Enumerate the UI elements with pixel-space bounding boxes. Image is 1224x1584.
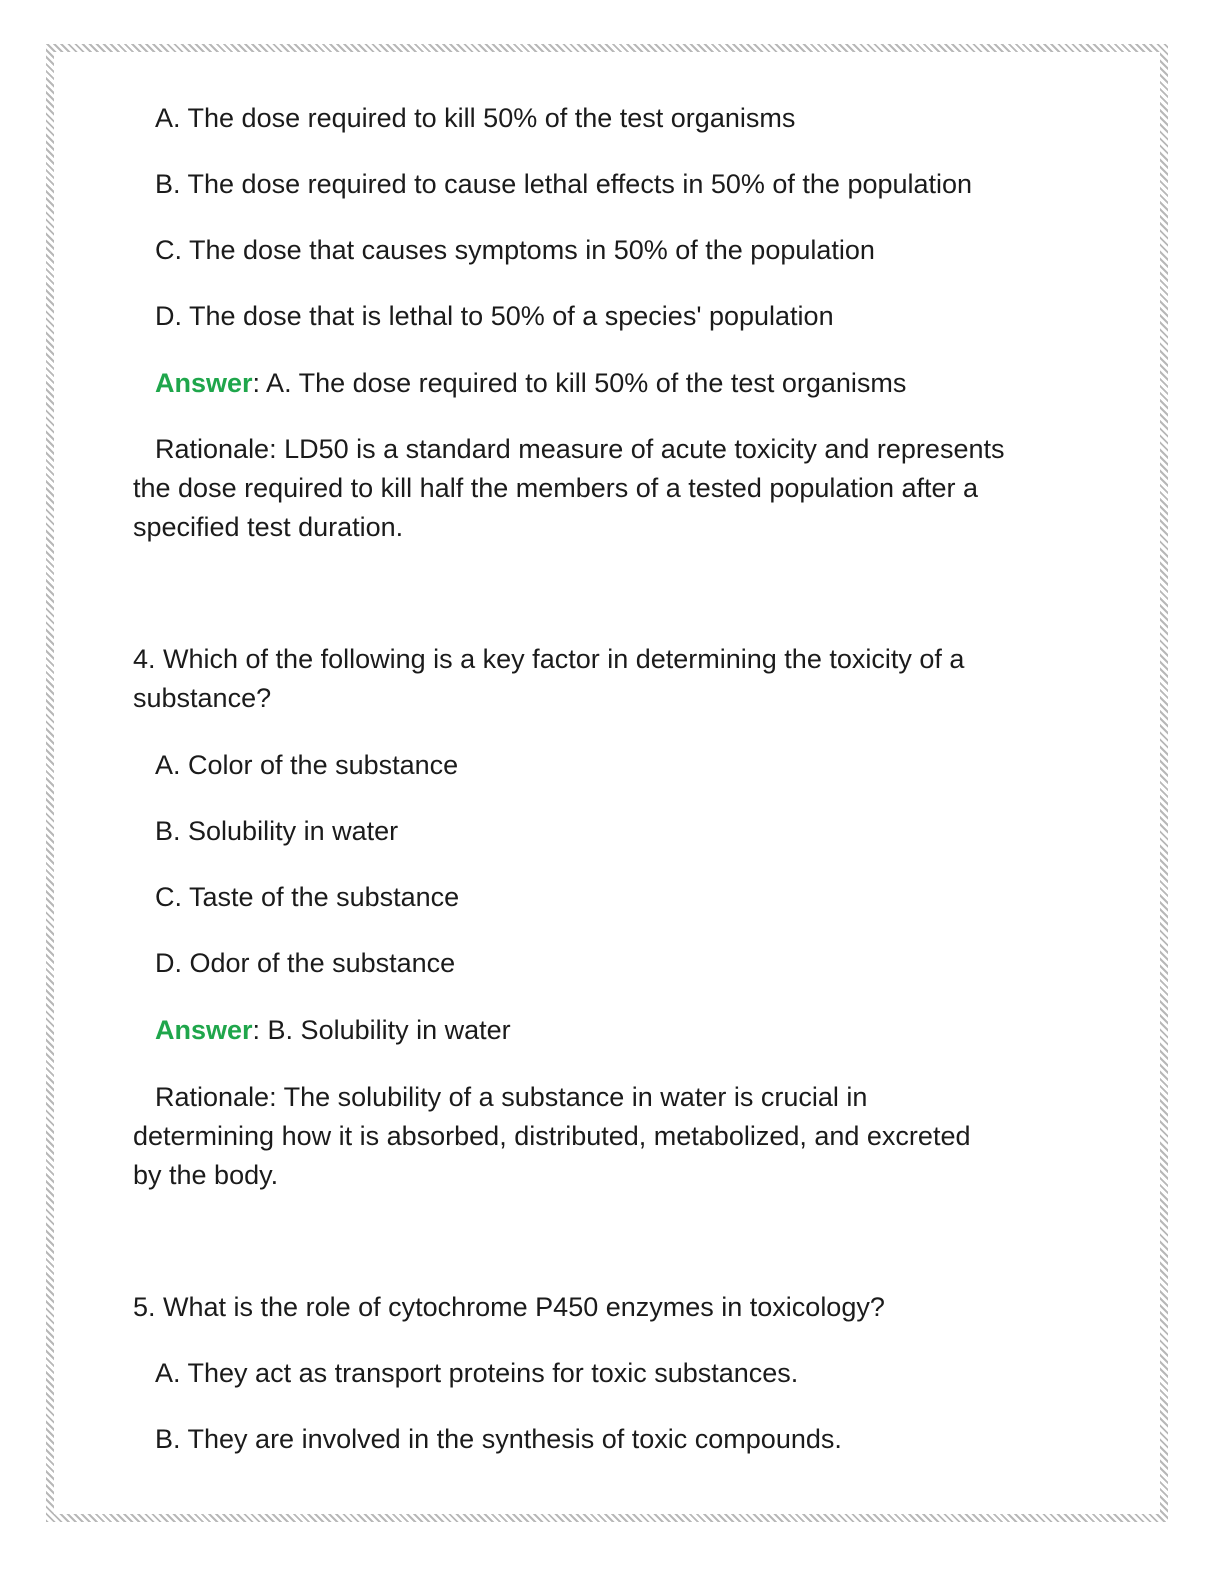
q4-option-c: C. Taste of the substance — [155, 882, 460, 912]
q4-answer — [155, 1011, 511, 1050]
q4-rationale-line-3: by the body. — [133, 1160, 279, 1190]
q4-option-a: A. Color of the substance — [155, 750, 459, 780]
q4-option-b: B. Solubility in water — [155, 816, 399, 846]
q3-answer-text: : A. The dose required to kill 50% of the test organisms — [252, 368, 907, 398]
q3-rationale-line-2: the dose required to kill half the members of a tested population after a — [133, 473, 979, 503]
q3-option-d: D. The dose that is lethal to 50% of a species' population — [155, 301, 834, 331]
q3-rationale-line-1: Rationale: LD50 is a standard measure of acute toxicity and represents — [155, 434, 1005, 464]
q3-option-a: A. The dose required to kill 50% of the test organisms — [155, 103, 796, 133]
q4-question-line-1: 4. Which of the following is a key factor in determining the toxicity of a — [133, 644, 965, 674]
q4-option-d: D. Odor of the substance — [155, 948, 456, 978]
q4-rationale-line-2: determining how it is absorbed, distributed, metabolized, and excreted — [133, 1121, 971, 1151]
q5-question-line-1: 5. What is the role of cytochrome P450 enzymes in toxicology? — [133, 1292, 885, 1322]
q3-answer-label: Answer — [155, 368, 253, 398]
q3-rationale-line-3: specified test duration. — [133, 512, 404, 542]
q4-rationale-line-1: Rationale: The solubility of a substance in water is crucial in — [155, 1082, 868, 1112]
q4-answer-label: Answer — [155, 1015, 253, 1045]
q3-option-b: B. The dose required to cause lethal effects in 50% of the population — [155, 169, 973, 199]
q3-option-c: C. The dose that causes symptoms in 50% of the population — [155, 235, 875, 265]
q5-option-a: A. They act as transport proteins for toxic substances. — [155, 1358, 799, 1388]
q5-option-b: B. They are involved in the synthesis of toxic compounds. — [155, 1424, 842, 1454]
q3-answer — [155, 364, 906, 403]
q4-answer-text: : B. Solubility in water — [252, 1015, 511, 1045]
q4-question-line-2: substance? — [133, 683, 272, 713]
